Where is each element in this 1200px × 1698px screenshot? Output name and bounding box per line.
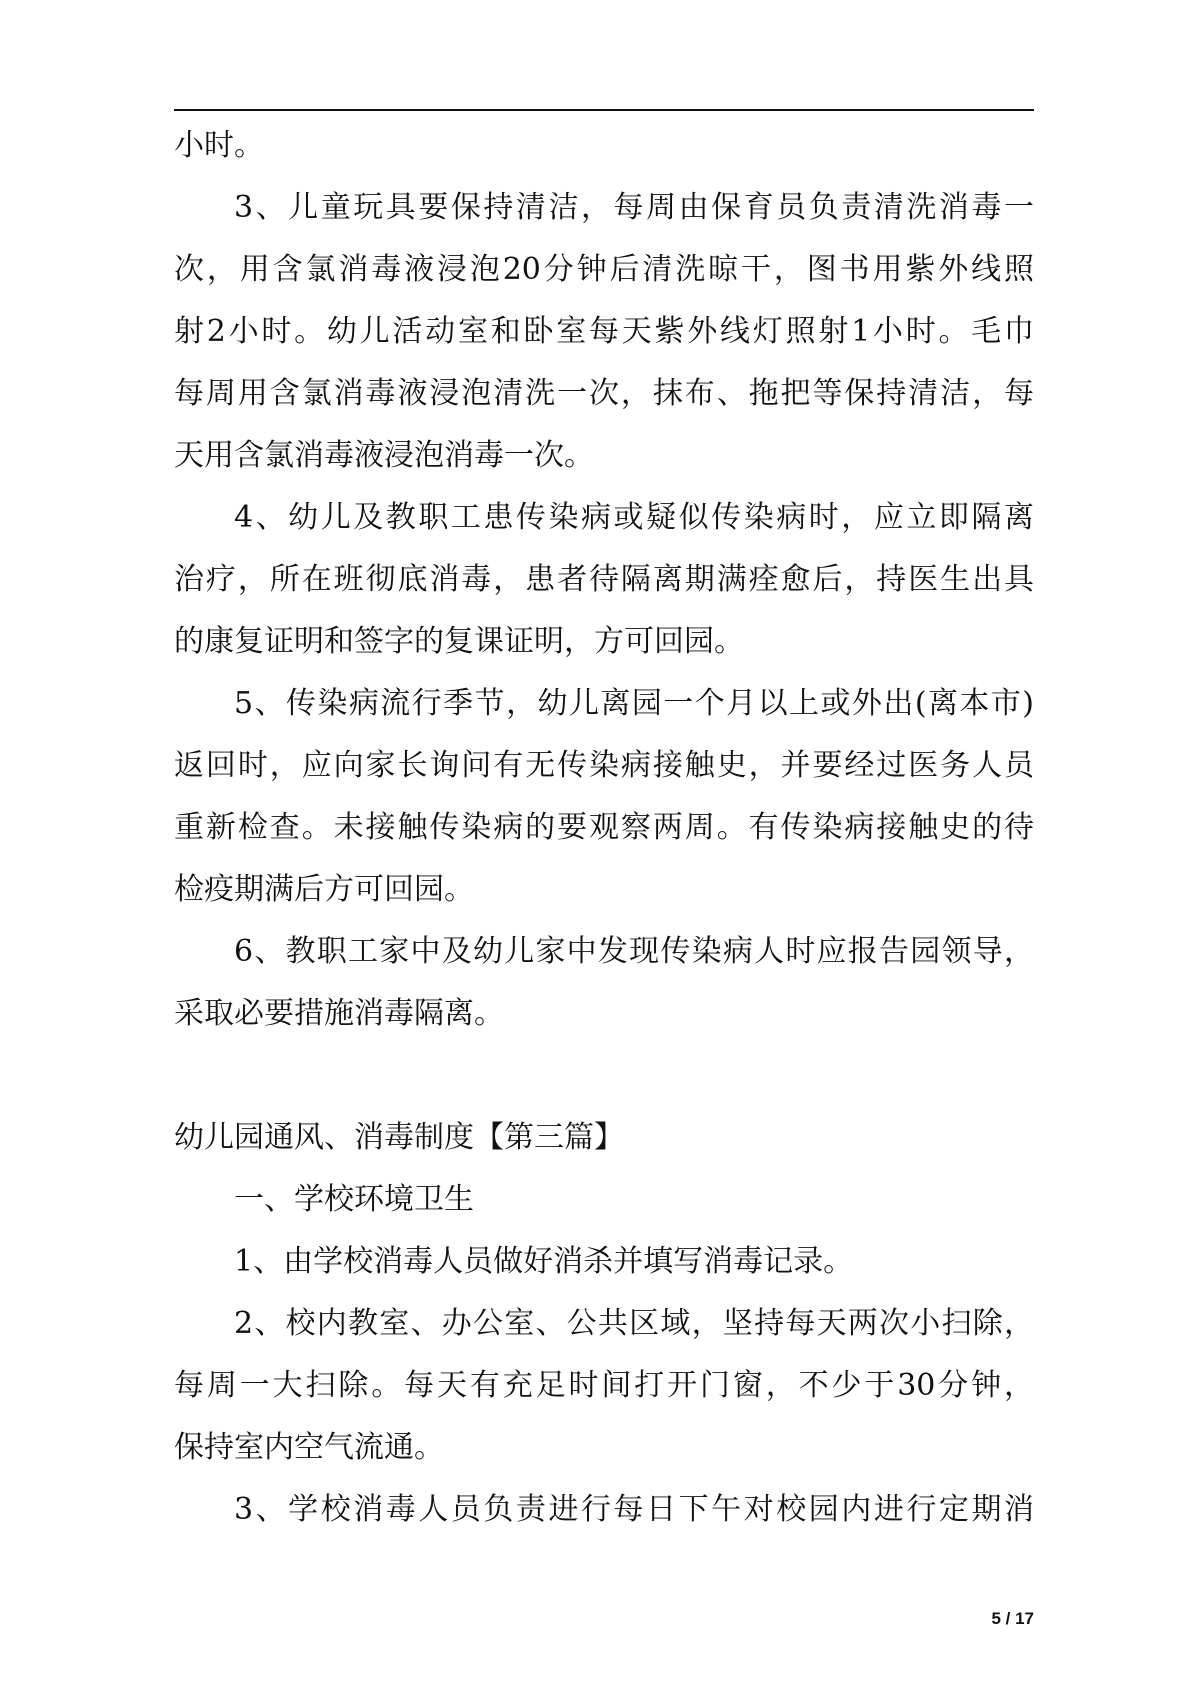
text-line: 天用含氯消毒液浸泡消毒一次。 bbox=[174, 438, 594, 473]
text-line: 次，用含氯消毒液浸泡20分钟后清洗晾干，图书用紫外线照 bbox=[174, 252, 1034, 287]
text-line: 射2小时。幼儿活动室和卧室每天紫外线灯照射1小时。毛巾 bbox=[174, 314, 1034, 349]
paragraph-item-5-line: 5、传染病流行季节，幼儿离园一个月以上或外出(离本市) bbox=[234, 686, 1034, 721]
paragraph-item-3-line: 3、儿童玩具要保持清洁，每周由保育员负责清洗消毒一 bbox=[234, 190, 1034, 225]
document-body bbox=[174, 115, 1034, 1541]
paragraph-item-6-line: 6、教职工家中及幼儿家中发现传染病人时应报告园领导， bbox=[234, 934, 1034, 969]
text-line: 治疗，所在班彻底消毒，患者待隔离期满痊愈后，持医生出具 bbox=[174, 562, 1034, 597]
paragraph-gap bbox=[174, 1045, 1034, 1107]
text-line: 重新检查。未接触传染病的要观察两周。有传染病接触史的待 bbox=[174, 810, 1034, 845]
section-heading: 幼儿园通风、消毒制度【第三篇】 bbox=[174, 1120, 624, 1155]
header-rule bbox=[174, 109, 1034, 111]
text-line: 保持室内空气流通。 bbox=[174, 1430, 444, 1465]
text-line: 采取必要措施消毒隔离。 bbox=[174, 996, 504, 1031]
paragraph-item-2-line: 2、校内教室、办公室、公共区域，坚持每天两次小扫除， bbox=[234, 1306, 1034, 1341]
text-line: 每周一大扫除。每天有充足时间打开门窗，不少于30分钟， bbox=[174, 1368, 1034, 1403]
subsection-heading: 一、学校环境卫生 bbox=[234, 1182, 474, 1217]
paragraph-item-4-line: 4、幼儿及教职工患传染病或疑似传染病时，应立即隔离 bbox=[234, 500, 1034, 535]
paragraph-item-1-line: 1、由学校消毒人员做好消杀并填写消毒记录。 bbox=[234, 1244, 854, 1279]
text-line: 小时。 bbox=[174, 128, 264, 163]
text-line: 每周用含氯消毒液浸泡清洗一次，抹布、拖把等保持清洁，每 bbox=[174, 376, 1034, 411]
text-line: 返回时，应向家长询问有无传染病接触史，并要经过医务人员 bbox=[174, 748, 1034, 783]
text-line: 的康复证明和签字的复课证明，方可回园。 bbox=[174, 624, 744, 659]
paragraph-item-3-line: 3、学校消毒人员负责进行每日下午对校园内进行定期消 bbox=[234, 1492, 1034, 1527]
text-line: 检疫期满后方可回园。 bbox=[174, 872, 474, 907]
page-number: 5 / 17 bbox=[991, 1609, 1034, 1628]
